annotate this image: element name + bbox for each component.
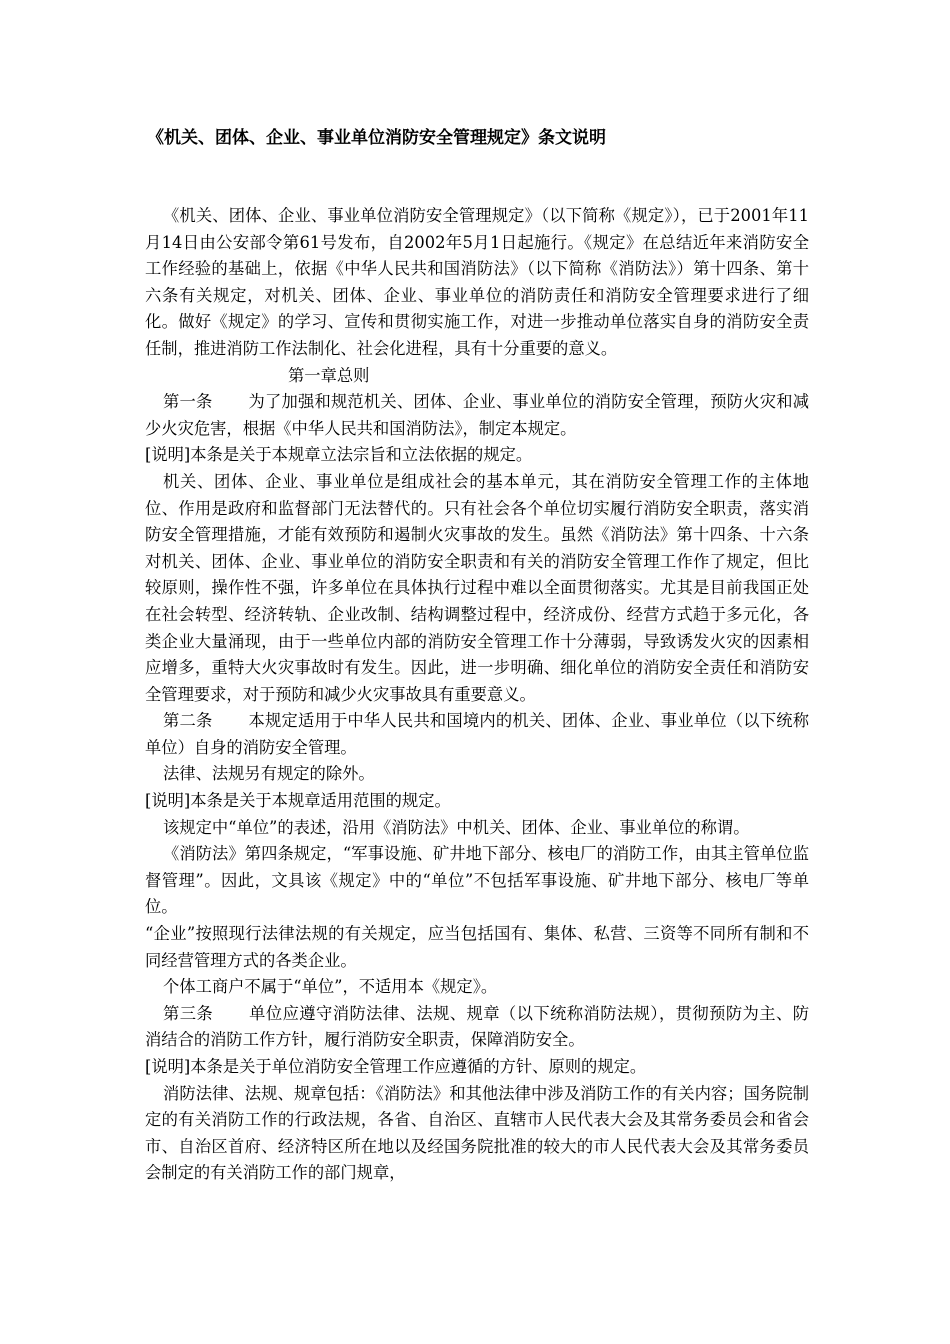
article-1-explanation: 机关、团体、企业、事业单位是组成社会的基本单元，其在消防安全管理工作的主体地位、作用是政府和监督部门无法替代的。只有社会各个单位切实履行消防安全职责，落实消防安全管理措施，才能有效预防和遏制火灾事故的发生。虽然《消防法》第十四条、十六条对机关、团体、企业、事业单位的消防安全职责和有关的消防安全管理工作作了规定，但比较原则，操作性不强，许多单位在具体执行过程中难以全面贯彻落实。尤其是目前我国正处在社会转型、经济转轨、企业改制、结构调整过程中，经济成份、经营方式趋于多元化，各类企业大量涌现，由于一些单位内部的消防安全管理工作十分薄弱，导致诱发火灾的因素相应增多，重特大火灾事故时有发生。因此，进一步明确、细化单位的消防安全责任和消防安全管理要求，对于预防和减少火灾事故具有重要意义。 — [145, 471, 809, 704]
document-title: 《机关、团体、企业、事业单位消防安全管理规定》条文说明 — [147, 128, 606, 148]
article-2-exception: 法律、法规另有规定的除外。 — [163, 764, 375, 784]
article-1-note: [说明]本条是关于本规章立法宗旨和立法依据的规定。 — [145, 445, 533, 465]
intro-paragraph: 《机关、团体、企业、事业单位消防安全管理规定》（以下简称《规定》），已于2001年11月14日由公安部令第61号发布，自2002年5月1日起施行。《规定》在总结近年来消防安全工作经验的基础上，依据《中华人民共和国消防法》（以下简称《消防法》）第十四条、第十六条有关规定，对机关、团体、企业、事业单位的消防责任和消防安全管理要求进行了细化。做好《规定》的学习、宣传和贯彻实施工作，对进一步推动单位落实自身的消防安全责任制，推进消防工作法制化、社会化进程，具有十分重要的意义。 — [145, 206, 809, 358]
article-1-text: 为了加强和规范机关、团体、企业、事业单位的消防安全管理，预防火灾和减少火灾危害，根据《中华人民共和国消防法》，制定本规定。 — [145, 392, 809, 438]
article-3-note: [说明]本条是关于单位消防安全管理工作应遵循的方针、原则的规定。 — [145, 1057, 647, 1076]
article-2-text: 本规定适用于中华人民共和国境内的机关、团体、企业、事业单位（以下统称单位）自身的消防安全管理。 — [145, 711, 809, 757]
article-2-explanation-1: 该规定中“单位”的表述，沿用《消防法》中机关、团体、企业、事业单位的称谓。 — [163, 817, 750, 837]
article-2-explanation-4: 个体工商户不属于“单位”，不适用本《规定》。 — [163, 977, 498, 997]
article-3-text: 单位应遵守消防法律、法规、规章（以下统称消防法规），贯彻预防为主、防消结合的消防工作方针，履行消防安全职责，保障消防安全。 — [145, 1003, 809, 1050]
article-1-label: 第一条 — [163, 392, 213, 412]
document-body — [145, 203, 809, 1187]
article-2-explanation-3: “企业”按照现行法律法规的有关规定，应当包括国有、集体、私营、三资等不同所有制和不同经营管理方式的各类企业。 — [145, 924, 809, 970]
article-2-label: 第二条 — [163, 711, 213, 731]
article-3-explanation: 消防法律、法规、规章包括：《消防法》和其他法律中涉及消防工作的有关内容；国务院制定的有关消防工作的行政法规，各省、自治区、直辖市人民代表大会及其常务委员会和省会市、自治区首府、经济特区所在地以及经国务院批准的较大的市人民代表大会及其常务委员会制定的有关消防工作的部门规章， — [145, 1083, 809, 1183]
chapter-heading: 第一章总则 — [288, 365, 370, 385]
article-2-note: [说明]本条是关于本规章适用范围的规定。 — [145, 791, 451, 811]
article-3-label: 第三条 — [163, 1003, 214, 1023]
article-2 — [145, 708, 809, 761]
article-3 — [145, 1001, 809, 1054]
article-1 — [145, 389, 809, 442]
article-2-explanation-2: 《消防法》第四条规定，“军事设施、矿井地下部分、核电厂的消防工作，由其主管单位监督管理”。因此，文具该《规定》中的“单位”不包括军事设施、矿井地下部分、核电厂等单位。 — [145, 844, 809, 917]
